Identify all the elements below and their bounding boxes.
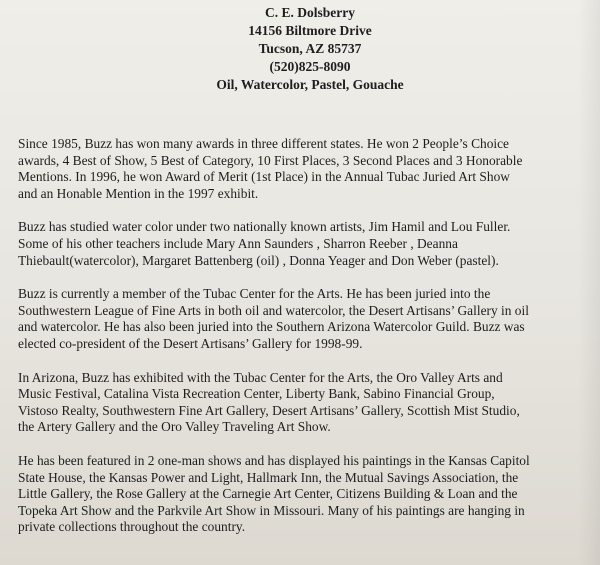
paragraph-exhibitions-kansas — [18, 453, 586, 536]
text-line: Mentions. In 1996, he won Award of Merit (1st Place) in the Annual Tubac Juried Art Show — [18, 169, 510, 185]
street-address: 14156 Biltmore Drive — [248, 23, 372, 38]
text-line: Vistoso Realty, Southwestern Fine Art Gallery, Desert Artisans’ Gallery, Scottish Mist Studio, — [18, 402, 520, 418]
text-line: He has been featured in 2 one-man shows and has displayed his paintings in the Kansas Capitol — [18, 452, 530, 468]
paragraph-teachers — [18, 219, 586, 269]
paragraph-memberships — [18, 286, 586, 352]
text-line: the Artery Gallery and the Oro Valley Traveling Art Show. — [18, 419, 331, 435]
text-line: Buzz has studied water color under two nationally known artists, Jim Hamil and Lou Fuller. — [18, 219, 511, 235]
text-line: Since 1985, Buzz has won many awards in three different states. He won 2 People’s Choice — [18, 136, 509, 151]
text-line: Topeka Art Show and the Parkvile Art Show in Missouri. Many of his paintings are hanging in — [18, 502, 525, 518]
text-line: awards, 4 Best of Show, 5 Best of Category, 10 First Places, 3 Second Places and 3 Honorable — [18, 152, 523, 168]
biography-body — [18, 136, 586, 553]
paragraph-exhibitions-arizona — [18, 370, 586, 436]
text-line: and an Honable Mention in the 1997 exhibit. — [18, 185, 259, 201]
letterhead — [0, 4, 600, 94]
text-line: Thiebault(watercolor), Margaret Battenberg (oil) , Donna Yeager and Don Weber (pastel). — [18, 252, 499, 268]
artist-name: C. E. Dolsberry — [265, 5, 355, 20]
city-state-zip: Tucson, AZ 85737 — [258, 41, 362, 56]
text-line: elected co-president of the Desert Artisans’ Gallery for 1998-99. — [18, 335, 363, 351]
text-line: Little Gallery, the Rose Gallery at the Carnegie Art Center, Citizens Building & Loan and the — [18, 486, 518, 502]
phone-number: (520)825-8090 — [269, 59, 351, 74]
text-line: Music Festival, Catalina Vista Recreation Center, Liberty Bank, Sabino Financial Group, — [18, 386, 495, 402]
text-line: Southwestern League of Fine Arts in both oil and watercolor, the Desert Artisans’ Gallery in oil — [18, 302, 529, 318]
paragraph-awards — [18, 136, 586, 202]
text-line: State House, the Kansas Power and Light, Hallmark Inn, the Mutual Savings Association, the — [18, 469, 519, 485]
text-line: Some of his other teachers include Mary Ann Saunders , Sharron Reeber , Deanna — [18, 235, 458, 251]
media-list: Oil, Watercolor, Pastel, Gouache — [216, 77, 404, 92]
text-line: Buzz is currently a member of the Tubac Center for the Arts. He has been juried into the — [18, 286, 491, 302]
text-line: In Arizona, Buzz has exhibited with the Tubac Center for the Arts, the Oro Valley Arts and — [18, 369, 503, 385]
text-line: and watercolor. He has also been juried into the Southern Arizona Watercolor Guild. Buzz was — [18, 319, 525, 335]
text-line: private collections throughout the country. — [18, 519, 246, 535]
